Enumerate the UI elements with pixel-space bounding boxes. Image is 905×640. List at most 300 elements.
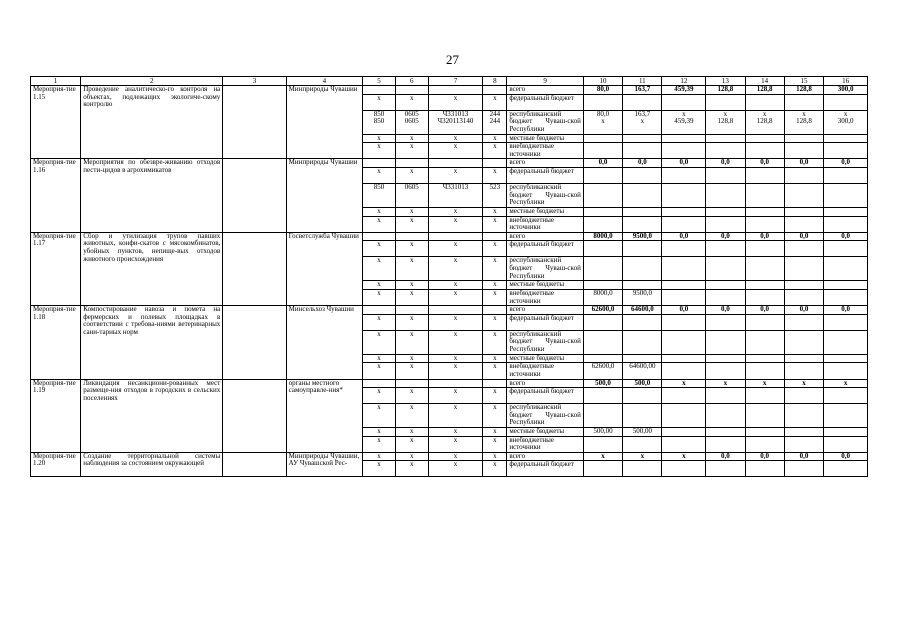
code-grbs: x: [363, 428, 396, 437]
funding-source: внебюджетные источники: [507, 216, 583, 232]
code-rzpr: x: [395, 241, 428, 257]
amount-cell: x 459,39: [662, 110, 706, 134]
amount-cell: [824, 94, 868, 110]
executor: Минсельхоз Чувашии: [286, 306, 362, 379]
empty-cell: [223, 159, 286, 232]
amount-cell: [824, 257, 868, 281]
funding-source: республиканский бюджет Чуваш-ской Республики: [507, 257, 583, 281]
amount-cell: x 300,0: [824, 110, 868, 134]
funding-source: всего: [507, 159, 583, 168]
code-rzpr: x: [395, 452, 428, 461]
amount-cell: [662, 94, 706, 110]
code-csr: x: [428, 257, 483, 281]
measure-code: Мероприя-тие 1.17: [31, 232, 81, 305]
amount-cell: x: [623, 452, 662, 461]
amount-cell: [784, 216, 823, 232]
col-num: 8: [483, 77, 507, 86]
amount-cell: [745, 183, 784, 207]
code-grbs: x: [363, 257, 396, 281]
code-vr: [483, 379, 507, 388]
amount-cell: [662, 183, 706, 207]
measure-name: Компостирование навоза и помета на фермерских и полевых площадках в соответствии с требова-ниями ветеринарных сани-тарных норм: [81, 306, 223, 379]
empty-cell: [223, 306, 286, 379]
amount-cell: 8000,0: [583, 232, 622, 241]
col-num: 9: [507, 77, 583, 86]
code-grbs: x: [363, 436, 396, 452]
funding-source: всего: [507, 452, 583, 461]
code-csr: x: [428, 452, 483, 461]
code-rzpr: x: [395, 428, 428, 437]
amount-cell: [662, 134, 706, 143]
code-vr: x: [483, 461, 507, 477]
amount-cell: 0,0: [824, 232, 868, 241]
amount-cell: [706, 207, 745, 216]
amount-cell: [706, 363, 745, 379]
amount-cell: [784, 241, 823, 257]
amount-cell: x: [662, 452, 706, 461]
amount-cell: [824, 207, 868, 216]
funding-source: всего: [507, 306, 583, 315]
amount-cell: 0,0: [784, 452, 823, 461]
col-num: 10: [583, 77, 622, 86]
code-csr: x: [428, 330, 483, 354]
amount-cell: 80,0 x: [583, 110, 622, 134]
funding-source: республиканский бюджет Чуваш-ской Республики: [507, 404, 583, 428]
col-num: 3: [223, 77, 286, 86]
amount-cell: [706, 143, 745, 159]
code-vr: 523: [483, 183, 507, 207]
amount-cell: [784, 257, 823, 281]
amount-cell: [784, 404, 823, 428]
col-num: 2: [81, 77, 223, 86]
code-rzpr: x: [395, 94, 428, 110]
code-rzpr: [395, 232, 428, 241]
funding-source: местные бюджеты: [507, 207, 583, 216]
funding-source: всего: [507, 379, 583, 388]
amount-cell: [706, 428, 745, 437]
code-vr: x: [483, 452, 507, 461]
measure-code: Мероприя-тие 1.20: [31, 452, 81, 477]
amount-cell: [706, 330, 745, 354]
col-num: 7: [428, 77, 483, 86]
code-grbs: x: [363, 241, 396, 257]
code-csr: x: [428, 216, 483, 232]
amount-cell: [623, 167, 662, 183]
amount-cell: 163,7: [623, 86, 662, 95]
code-csr: x: [428, 388, 483, 404]
funding-source: федеральный бюджет: [507, 94, 583, 110]
amount-cell: [824, 281, 868, 290]
amount-cell: [662, 314, 706, 330]
amount-cell: [706, 257, 745, 281]
code-csr: [428, 159, 483, 168]
amount-cell: [745, 94, 784, 110]
amount-cell: x 128,8: [706, 110, 745, 134]
amount-cell: 9500,0: [623, 232, 662, 241]
amount-cell: [745, 216, 784, 232]
code-csr: x: [428, 241, 483, 257]
funding-source: республиканский бюджет Чуваш-ской Республики: [507, 110, 583, 134]
measure-name: Ликвидация несанкциони-рованных мест размеще-ния отходов в городских в сельских поселениях: [81, 379, 223, 452]
code-rzpr: x: [395, 281, 428, 290]
amount-cell: [623, 134, 662, 143]
amount-cell: [784, 207, 823, 216]
amount-cell: [824, 330, 868, 354]
amount-cell: [583, 94, 622, 110]
funding-source: республиканский бюджет Чуваш-ской Республики: [507, 183, 583, 207]
amount-cell: [706, 241, 745, 257]
amount-cell: [662, 354, 706, 363]
amount-cell: [583, 216, 622, 232]
amount-cell: x 128,8: [784, 110, 823, 134]
code-vr: x: [483, 281, 507, 290]
code-grbs: x: [363, 330, 396, 354]
funding-source: федеральный бюджет: [507, 388, 583, 404]
amount-cell: [824, 404, 868, 428]
amount-cell: [623, 143, 662, 159]
col-num: 13: [706, 77, 745, 86]
code-rzpr: x: [395, 216, 428, 232]
amount-cell: [623, 404, 662, 428]
amount-cell: [662, 428, 706, 437]
code-rzpr: x: [395, 167, 428, 183]
amount-cell: [745, 314, 784, 330]
code-rzpr: x: [395, 257, 428, 281]
amount-cell: [583, 330, 622, 354]
amount-cell: [662, 257, 706, 281]
amount-cell: [623, 461, 662, 477]
amount-cell: [623, 354, 662, 363]
code-grbs: x: [363, 289, 396, 305]
amount-cell: [583, 167, 622, 183]
code-csr: x: [428, 428, 483, 437]
amount-cell: [745, 436, 784, 452]
amount-cell: 62600,0: [583, 306, 622, 315]
amount-cell: [662, 281, 706, 290]
col-num: 6: [395, 77, 428, 86]
code-grbs: [363, 306, 396, 315]
amount-cell: x: [583, 452, 622, 461]
amount-cell: [784, 436, 823, 452]
funding-source: местные бюджеты: [507, 354, 583, 363]
code-vr: x: [483, 314, 507, 330]
col-num: 14: [745, 77, 784, 86]
code-vr: x: [483, 330, 507, 354]
measure-name: Проведение аналитическо-го контроля на объектах, подлежащих экологиче-скому контролю: [81, 86, 223, 159]
amount-cell: [583, 134, 622, 143]
funding-source: внебюджетные источники: [507, 289, 583, 305]
funding-source: федеральный бюджет: [507, 461, 583, 477]
amount-cell: 500,0: [583, 379, 622, 388]
code-rzpr: x: [395, 314, 428, 330]
amount-cell: [706, 289, 745, 305]
funding-source: местные бюджеты: [507, 134, 583, 143]
amount-cell: [745, 330, 784, 354]
measure-code: Мероприя-тие 1.19: [31, 379, 81, 452]
funding-source: федеральный бюджет: [507, 167, 583, 183]
funding-source: внебюджетные источники: [507, 143, 583, 159]
code-grbs: [363, 232, 396, 241]
code-vr: x: [483, 134, 507, 143]
amount-cell: 0,0: [706, 452, 745, 461]
code-grbs: x: [363, 207, 396, 216]
amount-cell: [824, 216, 868, 232]
amount-cell: [824, 436, 868, 452]
amount-cell: [583, 143, 622, 159]
amount-cell: 0,0: [662, 159, 706, 168]
code-vr: x: [483, 436, 507, 452]
amount-cell: x: [662, 379, 706, 388]
code-rzpr: x: [395, 134, 428, 143]
code-csr: x: [428, 289, 483, 305]
code-grbs: x: [363, 388, 396, 404]
code-rzpr: x: [395, 436, 428, 452]
amount-cell: 0,0: [745, 306, 784, 315]
code-csr: x: [428, 281, 483, 290]
code-csr: Ч331013 Ч320113140: [428, 110, 483, 134]
code-rzpr: [395, 159, 428, 168]
code-grbs: x: [363, 94, 396, 110]
code-vr: x: [483, 257, 507, 281]
amount-cell: [623, 257, 662, 281]
amount-cell: x: [784, 379, 823, 388]
code-csr: Ч331013: [428, 183, 483, 207]
code-rzpr: [395, 86, 428, 95]
code-grbs: [363, 379, 396, 388]
funding-source: внебюджетные источники: [507, 363, 583, 379]
amount-cell: [784, 461, 823, 477]
amount-cell: 128,8: [784, 86, 823, 95]
code-rzpr: x: [395, 354, 428, 363]
amount-cell: [745, 404, 784, 428]
amount-cell: [662, 143, 706, 159]
code-vr: x: [483, 289, 507, 305]
amount-cell: [824, 354, 868, 363]
code-vr: x: [483, 167, 507, 183]
amount-cell: [706, 461, 745, 477]
code-grbs: x: [363, 216, 396, 232]
code-csr: x: [428, 363, 483, 379]
amount-cell: [784, 330, 823, 354]
table-row: [31, 306, 868, 315]
executor: Минприроды Чувашии, АУ Чувашской Рес-: [286, 452, 362, 477]
amount-cell: [824, 134, 868, 143]
measure-name: Сбор и утилизация трупов павших животных, конфи-скатов с мясокомбинатов, убойных пунктов, непище-вых отходов животного происхождения: [81, 232, 223, 305]
measure-code: Мероприя-тие 1.15: [31, 86, 81, 159]
code-grbs: [363, 159, 396, 168]
amount-cell: 0,0: [662, 306, 706, 315]
amount-cell: 0,0: [706, 232, 745, 241]
funding-source: республиканский бюджет Чуваш-ской Республики: [507, 330, 583, 354]
amount-cell: [824, 241, 868, 257]
amount-cell: [583, 241, 622, 257]
amount-cell: [583, 354, 622, 363]
empty-cell: [223, 232, 286, 305]
code-grbs: x: [363, 314, 396, 330]
measure-code: Мероприя-тие 1.18: [31, 306, 81, 379]
code-vr: [483, 306, 507, 315]
code-vr: x: [483, 143, 507, 159]
amount-cell: [824, 183, 868, 207]
code-csr: x: [428, 134, 483, 143]
amount-cell: [745, 281, 784, 290]
code-vr: [483, 159, 507, 168]
amount-cell: 0,0: [745, 452, 784, 461]
code-vr: [483, 86, 507, 95]
page-number: 27: [446, 52, 459, 67]
amount-cell: 500,00: [583, 428, 622, 437]
amount-cell: 80,0: [583, 86, 622, 95]
amount-cell: [745, 354, 784, 363]
amount-cell: [784, 363, 823, 379]
code-vr: x: [483, 404, 507, 428]
amount-cell: [706, 436, 745, 452]
amount-cell: [583, 388, 622, 404]
code-rzpr: x: [395, 143, 428, 159]
table-row: [31, 159, 868, 168]
amount-cell: [662, 404, 706, 428]
amount-cell: 0,0: [784, 159, 823, 168]
amount-cell: [784, 167, 823, 183]
code-csr: x: [428, 167, 483, 183]
amount-cell: [623, 388, 662, 404]
code-rzpr: x: [395, 388, 428, 404]
amount-cell: [583, 436, 622, 452]
amount-cell: [745, 428, 784, 437]
code-grbs: x: [363, 452, 396, 461]
code-csr: x: [428, 354, 483, 363]
amount-cell: [623, 436, 662, 452]
amount-cell: [745, 461, 784, 477]
amount-cell: [706, 167, 745, 183]
funding-source: местные бюджеты: [507, 428, 583, 437]
empty-cell: [223, 86, 286, 159]
amount-cell: 0,0: [745, 232, 784, 241]
code-vr: 244 244: [483, 110, 507, 134]
amount-cell: x: [706, 379, 745, 388]
amount-cell: [784, 134, 823, 143]
amount-cell: [623, 330, 662, 354]
col-num: 15: [784, 77, 823, 86]
funding-source: местные бюджеты: [507, 281, 583, 290]
amount-cell: [824, 167, 868, 183]
code-csr: x: [428, 404, 483, 428]
amount-cell: [824, 289, 868, 305]
amount-cell: [623, 207, 662, 216]
amount-cell: [784, 281, 823, 290]
amount-cell: [745, 388, 784, 404]
amount-cell: [745, 241, 784, 257]
code-csr: [428, 306, 483, 315]
amount-cell: 0,0: [745, 159, 784, 168]
code-vr: x: [483, 241, 507, 257]
code-rzpr: x: [395, 330, 428, 354]
amount-cell: [784, 388, 823, 404]
amount-cell: [824, 428, 868, 437]
code-grbs: x: [363, 363, 396, 379]
table-row: [31, 232, 868, 241]
amount-cell: 300,0: [824, 86, 868, 95]
funding-source: всего: [507, 232, 583, 241]
code-grbs: x: [363, 354, 396, 363]
code-grbs: [363, 86, 396, 95]
code-vr: x: [483, 428, 507, 437]
code-rzpr: x: [395, 207, 428, 216]
amount-cell: [662, 363, 706, 379]
amount-cell: [623, 94, 662, 110]
amount-cell: [662, 289, 706, 305]
amount-cell: [706, 134, 745, 143]
code-rzpr: x: [395, 404, 428, 428]
amount-cell: x: [824, 379, 868, 388]
funding-source: всего: [507, 86, 583, 95]
executor: Минприроды Чувашии: [286, 159, 362, 232]
code-rzpr: x: [395, 461, 428, 477]
amount-cell: [662, 461, 706, 477]
code-csr: x: [428, 461, 483, 477]
amount-cell: 0,0: [784, 306, 823, 315]
amount-cell: [745, 207, 784, 216]
amount-cell: 0,0: [824, 306, 868, 315]
amount-cell: [784, 94, 823, 110]
executor: Госветслужба Чувашии: [286, 232, 362, 305]
amount-cell: [745, 257, 784, 281]
amount-cell: 128,8: [706, 86, 745, 95]
amount-cell: [824, 314, 868, 330]
code-vr: x: [483, 216, 507, 232]
empty-cell: [223, 379, 286, 452]
amount-cell: x 128,8: [745, 110, 784, 134]
code-grbs: 850 850: [363, 110, 396, 134]
measure-name: Мероприятия по обезвре-живанию отходов пести-цидов в агрохимикатов: [81, 159, 223, 232]
amount-cell: [745, 363, 784, 379]
amount-cell: [784, 183, 823, 207]
col-num: 12: [662, 77, 706, 86]
amount-cell: [662, 216, 706, 232]
amount-cell: 459,39: [662, 86, 706, 95]
amount-cell: [706, 183, 745, 207]
amount-cell: [583, 461, 622, 477]
amount-cell: [706, 314, 745, 330]
amount-cell: x: [745, 379, 784, 388]
amount-cell: [784, 143, 823, 159]
amount-cell: [583, 404, 622, 428]
budget-table: [30, 76, 868, 477]
amount-cell: [583, 281, 622, 290]
amount-cell: 500,00: [623, 428, 662, 437]
code-grbs: x: [363, 134, 396, 143]
amount-cell: 500,0: [623, 379, 662, 388]
amount-cell: [784, 428, 823, 437]
code-csr: x: [428, 314, 483, 330]
code-csr: x: [428, 143, 483, 159]
amount-cell: [706, 216, 745, 232]
amount-cell: 0,0: [824, 452, 868, 461]
amount-cell: [784, 314, 823, 330]
amount-cell: [745, 167, 784, 183]
code-vr: x: [483, 207, 507, 216]
amount-cell: [706, 354, 745, 363]
amount-cell: [662, 330, 706, 354]
amount-cell: [824, 363, 868, 379]
amount-cell: [583, 314, 622, 330]
amount-cell: 9500,0: [623, 289, 662, 305]
measure-code: Мероприя-тие 1.16: [31, 159, 81, 232]
amount-cell: [623, 281, 662, 290]
amount-cell: 64600,0: [623, 306, 662, 315]
amount-cell: [662, 388, 706, 404]
amount-cell: [583, 257, 622, 281]
